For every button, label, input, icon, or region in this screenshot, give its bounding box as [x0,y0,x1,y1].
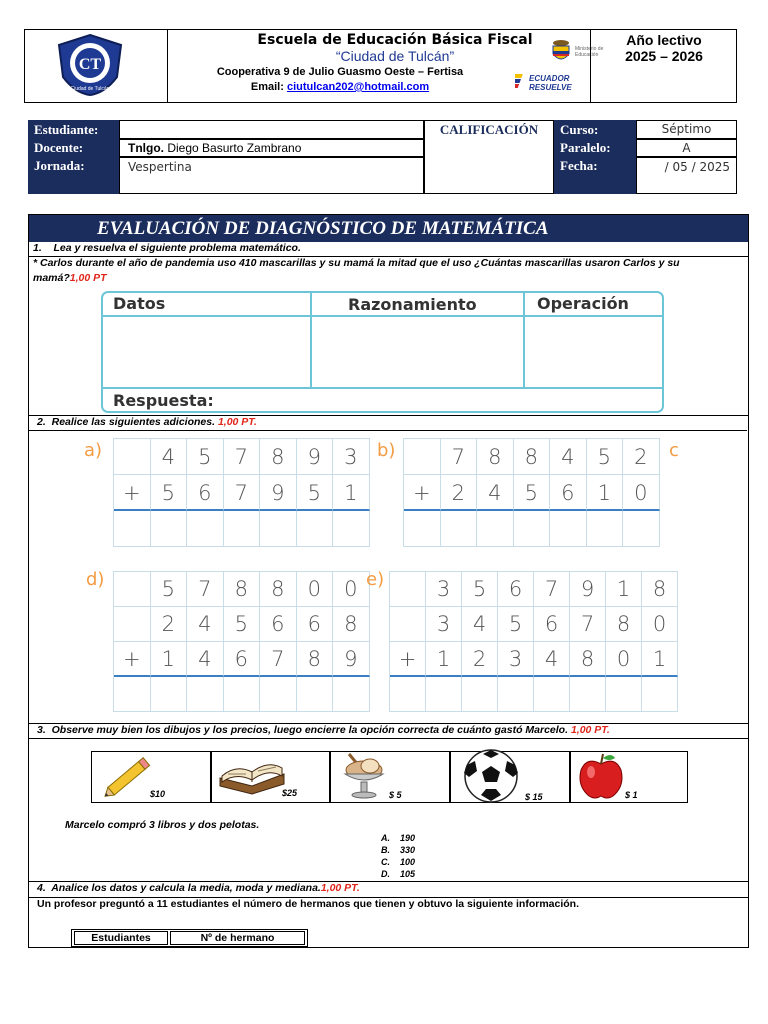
question-3-heading: 3. Observe muy bien los dibujos y los precios, luego encierre la opción correcta de cuánto gastó Marcelo. 1,00 PT. [37,724,610,736]
siblings-table [71,929,308,947]
item-price: $25 [282,788,298,798]
digit-cell [114,572,151,607]
digit-cell: 7 [224,439,261,475]
addition-e-letter: e) [366,569,385,590]
digit-cell: 5 [498,607,534,642]
digit-cell: 7 [187,572,224,607]
school-logo [55,33,125,97]
item-book [211,751,330,803]
digit-cell: 6 [224,642,261,677]
shift-label: Jornada: [28,157,119,194]
question-4-heading: 4. Analice los datos y calcula la media, moda y mediana.1,00 PT. [37,882,360,894]
digit-cell [390,572,426,607]
answer-cell[interactable] [477,511,514,547]
answer-cell[interactable] [260,511,297,547]
question-1-text-a: * Carlos durante el año de pandemia uso 410 mascarillas y su mamá la mitad que el uso ¿Cuántas mascarillas usaron Carlos y su [33,257,680,269]
digit-cell: 6 [550,475,587,511]
digit-cell: 2 [462,642,498,677]
digit-cell: 1 [426,642,462,677]
answer-cell[interactable] [151,677,188,712]
question-3-statement: Marcelo compró 3 libros y dos pelotas. [65,819,260,831]
digit-cell: 3 [426,607,462,642]
ministry-text: Ministerio de Educación [575,46,604,58]
teacher-label: Docente: [28,139,119,157]
email-link[interactable]: ciutulcan202@hotmail.com [286,81,430,93]
item-ball [450,751,570,803]
digit-cell: 1 [333,475,370,511]
school-name: Escuela de Educación Básica Fiscal [257,32,533,48]
answer-cell[interactable] [570,677,606,712]
digit-cell: 0 [606,642,642,677]
course-label: Curso: [554,120,636,139]
student-info-grid [28,120,737,194]
problem-worksheet [101,291,664,413]
digit-cell [404,439,441,475]
digit-cell: 4 [550,439,587,475]
answer-cell[interactable] [404,511,441,547]
digit-cell: 1 [606,572,642,607]
digit-cell: 5 [587,439,624,475]
digit-cell: 8 [514,439,551,475]
question-2-heading: 2. Realice las siguientes adiciones. 1,00 PT. [37,416,257,428]
divider [103,387,662,389]
divider [29,430,747,431]
answer-cell[interactable] [224,677,261,712]
datos-header: Datos [113,294,166,313]
table-header-siblings: Nº de hermano [170,931,305,945]
digit-cell: 1 [587,475,624,511]
shift-field: Vespertina [119,157,424,194]
evaluation-sheet [28,214,749,948]
answer-cell[interactable] [514,511,551,547]
answer-cell[interactable] [498,677,534,712]
answer-cell[interactable] [390,677,426,712]
school-year-cell [590,30,737,102]
answer-cell[interactable] [151,511,188,547]
digit-cell: 8 [260,572,297,607]
ministry-shield-icon [549,38,573,64]
digit-cell: 2 [441,475,478,511]
digit-cell: 6 [187,475,224,511]
digit-cell [390,607,426,642]
option-a[interactable]: A. 190 [381,833,416,843]
digit-cell: 8 [570,642,606,677]
digit-cell: 2 [623,439,660,475]
digit-cell: 6 [498,572,534,607]
digit-cell: 8 [642,572,678,607]
divider [523,293,525,387]
school-year-label: Año lectivo [626,32,702,48]
digit-cell: 4 [534,642,570,677]
svg-text:CT: CT [78,56,102,73]
digit-cell: 8 [260,439,297,475]
question-4-text: Un profesor preguntó a 11 estudiantes el número de hermanos que tienen y obtuvo la siguiente información. [37,898,580,910]
answer-cell[interactable] [642,677,678,712]
digit-cell: 5 [224,607,261,642]
apple-icon [575,752,627,800]
item-ice-cream [330,751,450,803]
digit-cell: 0 [297,572,334,607]
digit-cell: 4 [187,642,224,677]
ice-cream-icon [337,752,391,802]
book-icon [216,754,288,796]
digit-cell: 8 [297,642,334,677]
evaluation-title: EVALUACIÓN DE DIAGNÓSTICO DE MATEMÁTICA [29,215,748,242]
razonamiento-header: Razonamiento [348,295,477,314]
item-pencil [91,751,211,803]
digit-cell: 4 [151,439,188,475]
digit-cell: 5 [462,572,498,607]
digit-cell: 7 [224,475,261,511]
divider [29,738,748,739]
item-apple [570,751,688,803]
addition-b-letter: b) [377,440,396,461]
addition-a-letter: a) [84,440,103,461]
digit-cell: 9 [570,572,606,607]
option-b[interactable]: B. 330 [381,845,416,855]
addition-c-letter: c [669,440,679,461]
digit-cell: 4 [477,475,514,511]
digit-cell: 7 [534,572,570,607]
addition-d-letter: d) [86,569,105,590]
school-address: Cooperativa 9 de Julio Guasmo Oeste – Fertisa [216,66,464,78]
addition-b-cells [403,438,660,547]
digit-cell: 6 [260,607,297,642]
digit-cell: + [390,642,426,677]
teacher-field: Tnlgo. Diego Basurto Zambrano [119,139,424,157]
soccer-ball-icon [459,749,523,803]
date-label: Fecha: [554,157,636,194]
question-1-heading: 1. Lea y resuelva el siguiente problema matemático. [33,242,301,254]
answer-cell[interactable] [187,677,224,712]
operacion-header: Operación [537,294,629,313]
digit-cell: 9 [297,439,334,475]
item-price: $ 1 [625,790,638,800]
digit-cell: 7 [441,439,478,475]
svg-text:ECUADOR: ECUADOR [529,74,570,83]
svg-text:RESUELVE: RESUELVE [529,83,572,92]
answer-cell[interactable] [224,511,261,547]
digit-cell: 7 [570,607,606,642]
digit-cell: 5 [151,475,188,511]
school-header [24,29,737,103]
answer-cell[interactable] [623,511,660,547]
digit-cell: 3 [498,642,534,677]
student-field[interactable] [119,120,424,139]
answer-cell[interactable] [260,677,297,712]
parallel-field: A [636,139,737,157]
date-field[interactable]: / 05 / 2025 [636,157,737,194]
addition-d-cells [113,571,370,712]
answer-cell[interactable] [187,511,224,547]
answer-cell[interactable] [297,677,334,712]
digit-cell: 5 [514,475,551,511]
digit-cell: 0 [642,607,678,642]
student-label: Estudiante: [28,120,119,139]
digit-cell: 8 [333,607,370,642]
course-field: Séptimo [636,120,737,139]
digit-cell: 4 [187,607,224,642]
answer-cell[interactable] [333,511,370,547]
digit-cell: 6 [297,607,334,642]
answer-cell[interactable] [606,677,642,712]
digit-cell: 0 [623,475,660,511]
parallel-label: Paralelo: [554,139,636,157]
item-price: $ 5 [389,790,402,800]
digit-cell: 4 [462,607,498,642]
answer-cell[interactable] [550,511,587,547]
school-year-value: 2025 – 2026 [625,48,703,64]
divider [103,315,662,317]
answer-cell[interactable] [333,677,370,712]
school-subtitle: “Ciudad de Tulcán” [335,48,455,64]
answer-cell[interactable] [426,677,462,712]
digit-cell: 8 [606,607,642,642]
digit-cell: 5 [297,475,334,511]
digit-cell: 0 [333,572,370,607]
item-price: $10 [150,789,166,799]
answer-cell[interactable] [462,677,498,712]
addition-a-cells [113,438,370,547]
digit-cell: + [114,642,151,677]
option-c[interactable]: C. 100 [381,857,416,867]
divider [310,293,312,387]
digit-cell: 2 [151,607,188,642]
digit-cell: 1 [642,642,678,677]
digit-cell: 1 [151,642,188,677]
digit-cell: 8 [224,572,261,607]
digit-cell [114,607,151,642]
grade-cell[interactable]: CALIFICACIÓN [424,120,554,194]
addition-e-cells [389,571,678,712]
digit-cell: + [404,475,441,511]
pencil-icon [98,752,158,802]
digit-cell: 5 [187,439,224,475]
digit-cell: 5 [151,572,188,607]
item-price: $ 15 [525,792,543,802]
answer-cell[interactable] [297,511,334,547]
digit-cell: 8 [477,439,514,475]
digit-cell: 6 [534,607,570,642]
digit-cell [114,439,151,475]
answer-cell[interactable] [114,677,151,712]
ecuador-resuelve-logo [515,68,589,96]
school-email: Email: ciutulcan202@hotmail.com [250,81,430,93]
table-header-students: Estudiantes [74,931,168,945]
question-1-text-b: mamá?1,00 PT [33,272,107,284]
answer-cell[interactable] [534,677,570,712]
digit-cell: 9 [260,475,297,511]
digit-cell: 3 [426,572,462,607]
option-d[interactable]: D. 105 [381,869,416,879]
digit-cell: 7 [260,642,297,677]
respuesta-label: Respuesta: [113,391,214,410]
logo-cell [25,30,168,102]
digit-cell: + [114,475,151,511]
digit-cell: 9 [333,642,370,677]
digit-cell: 3 [333,439,370,475]
answer-cell[interactable] [441,511,478,547]
svg-text:Ciudad de Tulcán: Ciudad de Tulcán [70,86,110,92]
answer-cell[interactable] [114,511,151,547]
answer-cell[interactable] [587,511,624,547]
